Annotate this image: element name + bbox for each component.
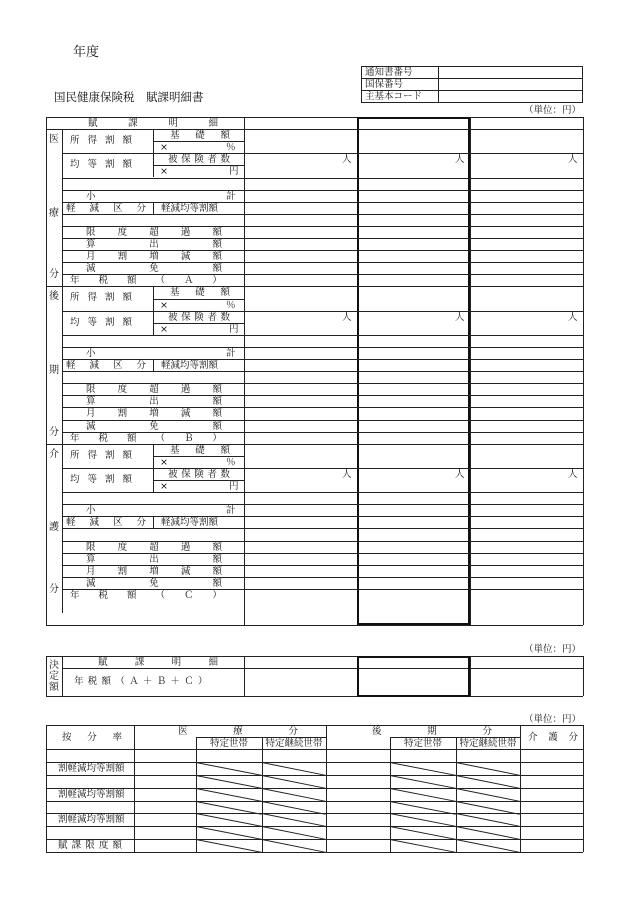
section-side-char: 護: [49, 522, 59, 534]
limit-excess-label: 限 度 超 過 額: [86, 384, 222, 396]
section-side-char: 分: [49, 269, 59, 281]
diagonal-slash: [196, 813, 262, 827]
row-line: [46, 826, 583, 827]
times-symbol: ×: [160, 142, 168, 154]
limit-excess-label: 限 度 超 過 額: [86, 226, 222, 238]
subtotal-label: 計: [226, 505, 236, 517]
calculated-amount-label: 算 出 額: [86, 396, 222, 408]
main-header-label: 賦 課 明 細: [88, 118, 218, 129]
year-label: 年度: [73, 45, 100, 60]
exemption-label: 減 免 額: [86, 577, 222, 589]
kokuho-number-value: [439, 79, 583, 91]
row-line: [62, 528, 583, 529]
person-unit: 人: [342, 311, 352, 323]
insured-count-label: 被 保 険 者 数: [168, 468, 230, 480]
per-capita-amount-label: 均 等 割 額: [70, 159, 132, 171]
subtotal-label: 計: [226, 190, 236, 202]
col-line: [196, 737, 197, 852]
unit-label-1: （単位：円）: [524, 105, 582, 116]
section-total-label: 年 税 額 （ Ｂ ）: [70, 432, 222, 444]
row-line: [62, 190, 583, 191]
elderly-header-label: 後 期 分: [372, 726, 492, 737]
reduction-class-label: 軽 減 区 分: [66, 202, 146, 214]
diagonal-slash: [456, 813, 520, 827]
reduction-amount-label: 軽減均等割額: [161, 202, 219, 214]
per-capita-amount-label: 均 等 割 額: [70, 316, 132, 328]
yen-symbol: 円: [229, 166, 239, 178]
person-unit: 人: [342, 468, 352, 480]
diagonal-slash: [262, 839, 326, 853]
page-title: 国民健康保険税 賦課明細書: [54, 90, 204, 104]
decision-side-char: 決: [49, 660, 59, 671]
diagonal-slash: [390, 839, 456, 853]
person-unit: 人: [568, 154, 578, 166]
row-line: [62, 178, 583, 179]
diagonal-slash: [390, 775, 456, 789]
diagonal-slash: [456, 788, 520, 802]
reduction-class-label: 軽 減 区 分: [66, 360, 146, 371]
person-unit: 人: [455, 311, 465, 323]
section-side-char: 介: [49, 448, 59, 460]
decision-bottom: [46, 696, 583, 697]
diagonal-slash: [456, 762, 520, 776]
main-table-right: [583, 117, 584, 625]
person-unit: 人: [568, 468, 578, 480]
col-line: [153, 359, 154, 371]
row-line: [62, 347, 583, 348]
row-line: [46, 762, 583, 763]
diagonal-slash: [262, 775, 326, 789]
per-capita-amount-label: 均 等 割 額: [70, 473, 132, 485]
reduction-rate-label: 割軽減均等割額: [58, 814, 125, 826]
diagonal-slash: [196, 775, 262, 789]
row-line: [46, 839, 583, 840]
times-symbol: ×: [160, 166, 168, 178]
diagonal-slash: [262, 788, 326, 802]
notice-info-table: [361, 66, 583, 103]
insured-count-label: 被 保 険 者 数: [168, 311, 230, 323]
reduction-amount-label: 軽減均等割額: [161, 360, 219, 371]
section-divider: [46, 444, 583, 445]
sub-header-tokutei: 特定世帯: [403, 738, 442, 749]
section-side-char: 後: [49, 291, 59, 303]
basic-code-value: [439, 91, 583, 103]
kokuho-number-label: 国保番号: [362, 79, 439, 91]
person-unit: 人: [455, 468, 465, 480]
decision-side-char: 額: [49, 682, 59, 693]
medical-header-label: 医 療 分: [178, 726, 298, 737]
reduction-amount-label: 軽減均等割額: [161, 517, 219, 529]
exemption-label: 減 免 額: [86, 263, 222, 275]
yen-symbol: 円: [229, 481, 239, 492]
diagonal-slash: [196, 762, 262, 776]
rate-right: [583, 725, 584, 852]
section-total-label: 年 税 額 （ Ａ ）: [70, 275, 222, 287]
care-header-label: 介 護 分: [528, 732, 578, 743]
calculated-amount-label: 算 出 額: [86, 239, 222, 250]
col-line: [244, 656, 245, 696]
subtotal-label: 小: [86, 190, 96, 202]
row-line: [46, 749, 583, 750]
person-unit: 人: [455, 154, 465, 166]
percent-symbol: ％: [226, 142, 236, 154]
diagonal-slash: [390, 762, 456, 776]
row-line: [46, 775, 583, 776]
income-amount-label: 所 得 割 額: [70, 135, 132, 147]
row-line: [62, 371, 583, 372]
section-side-char: 療: [49, 207, 59, 219]
monthly-adjust-label: 月 割 増 減 額: [86, 565, 222, 577]
yen-symbol: 円: [229, 323, 239, 335]
diagonal-slash: [262, 762, 326, 776]
diagonal-slash: [390, 801, 456, 815]
row-line: [46, 129, 583, 130]
row-line: [62, 504, 583, 505]
reduction-class-label: 軽 減 区 分: [66, 517, 146, 529]
diagonal-slash: [262, 826, 326, 840]
main-table-bottom: [46, 625, 583, 626]
decision-right: [583, 656, 584, 696]
percent-symbol: ％: [226, 299, 236, 311]
exemption-label: 減 免 額: [86, 420, 222, 432]
row-line: [46, 813, 583, 814]
subtotal-label: 小: [86, 505, 96, 517]
diagonal-slash: [456, 839, 520, 853]
row-line: [62, 153, 583, 154]
sub-header-tokutei-keizoku: 特定継続世帯: [459, 738, 517, 749]
row-line: [46, 801, 583, 802]
subtotal-label: 小: [86, 347, 96, 359]
person-unit: 人: [568, 311, 578, 323]
rate-header-label: 按 分 率: [62, 732, 122, 743]
reduction-rate-label: 割軽減均等割額: [58, 788, 125, 800]
row-line: [62, 311, 583, 312]
diagonal-slash: [196, 801, 262, 815]
times-symbol: ×: [160, 481, 168, 492]
col-line: [470, 656, 471, 696]
percent-symbol: ％: [226, 456, 236, 468]
row-line: [62, 214, 583, 215]
col-line: [456, 737, 457, 852]
times-symbol: ×: [160, 299, 168, 311]
col-line: [390, 737, 391, 852]
row-line: [46, 788, 583, 789]
section-side-char: 医: [49, 134, 59, 146]
row-line: [62, 335, 583, 336]
base-amount-label: 基 礎 額: [170, 444, 230, 456]
diagonal-slash: [196, 826, 262, 840]
decision-side-char: 定: [49, 671, 59, 682]
base-amount-label: 基 礎 額: [170, 287, 230, 299]
row-line: [62, 668, 583, 669]
diagonal-slash: [196, 788, 262, 802]
col-line: [153, 202, 154, 214]
basic-code-label: 主基本コード: [362, 91, 439, 103]
reduction-rate-label: 割軽減均等割額: [58, 762, 125, 774]
unit-label-3: （単位：円）: [524, 714, 582, 725]
decision-highlighted-column: [357, 656, 470, 697]
diagonal-slash: [456, 826, 520, 840]
diagonal-slash: [390, 788, 456, 802]
rate-top: [46, 725, 583, 726]
income-amount-label: 所 得 割 額: [70, 292, 132, 304]
limit-excess-label: 限 度 超 過 額: [86, 541, 222, 553]
decision-row-label: 年税額（Ａ＋Ｂ＋Ｃ）: [74, 676, 212, 687]
person-unit: 人: [342, 154, 352, 166]
notice-number-label: 通知書番号: [362, 67, 439, 79]
times-symbol: ×: [160, 323, 168, 335]
section-side-char: 分: [49, 583, 59, 595]
diagonal-slash: [456, 801, 520, 815]
col-line: [153, 516, 154, 528]
calculated-amount-label: 算 出 額: [86, 553, 222, 565]
col-line: [62, 656, 63, 696]
section-total-label: 年 税 額 （ Ｃ ）: [70, 589, 222, 601]
assessment-limit-label: 賦 課 限 度 額: [58, 840, 122, 852]
diagonal-slash: [262, 813, 326, 827]
col-line: [262, 737, 263, 852]
times-symbol: ×: [160, 456, 168, 468]
monthly-adjust-label: 月 割 増 減 額: [86, 408, 222, 420]
rate-bottom: [46, 852, 583, 853]
row-line: [62, 468, 583, 469]
diagonal-slash: [390, 813, 456, 827]
income-amount-label: 所 得 割 額: [70, 449, 132, 461]
section-side-char: 分: [49, 426, 59, 438]
diagonal-slash: [196, 839, 262, 853]
notice-number-value: [439, 67, 583, 79]
decision-header-label: 賦 課 明 細: [98, 657, 218, 668]
subtotal-label: 計: [226, 347, 236, 359]
section-side-char: 期: [49, 365, 59, 376]
insured-count-label: 被 保 険 者 数: [168, 154, 230, 166]
monthly-adjust-label: 月 割 増 減 額: [86, 251, 222, 263]
section-divider: [46, 286, 583, 287]
row-line: [62, 492, 583, 493]
sub-header-tokutei: 特定世帯: [209, 738, 248, 749]
diagonal-slash: [390, 826, 456, 840]
unit-label-2: （単位：円）: [524, 644, 582, 655]
diagonal-slash: [262, 801, 326, 815]
diagonal-slash: [456, 775, 520, 789]
sub-header-tokutei-keizoku: 特定継続世帯: [265, 738, 323, 749]
base-amount-label: 基 礎 額: [170, 130, 230, 142]
